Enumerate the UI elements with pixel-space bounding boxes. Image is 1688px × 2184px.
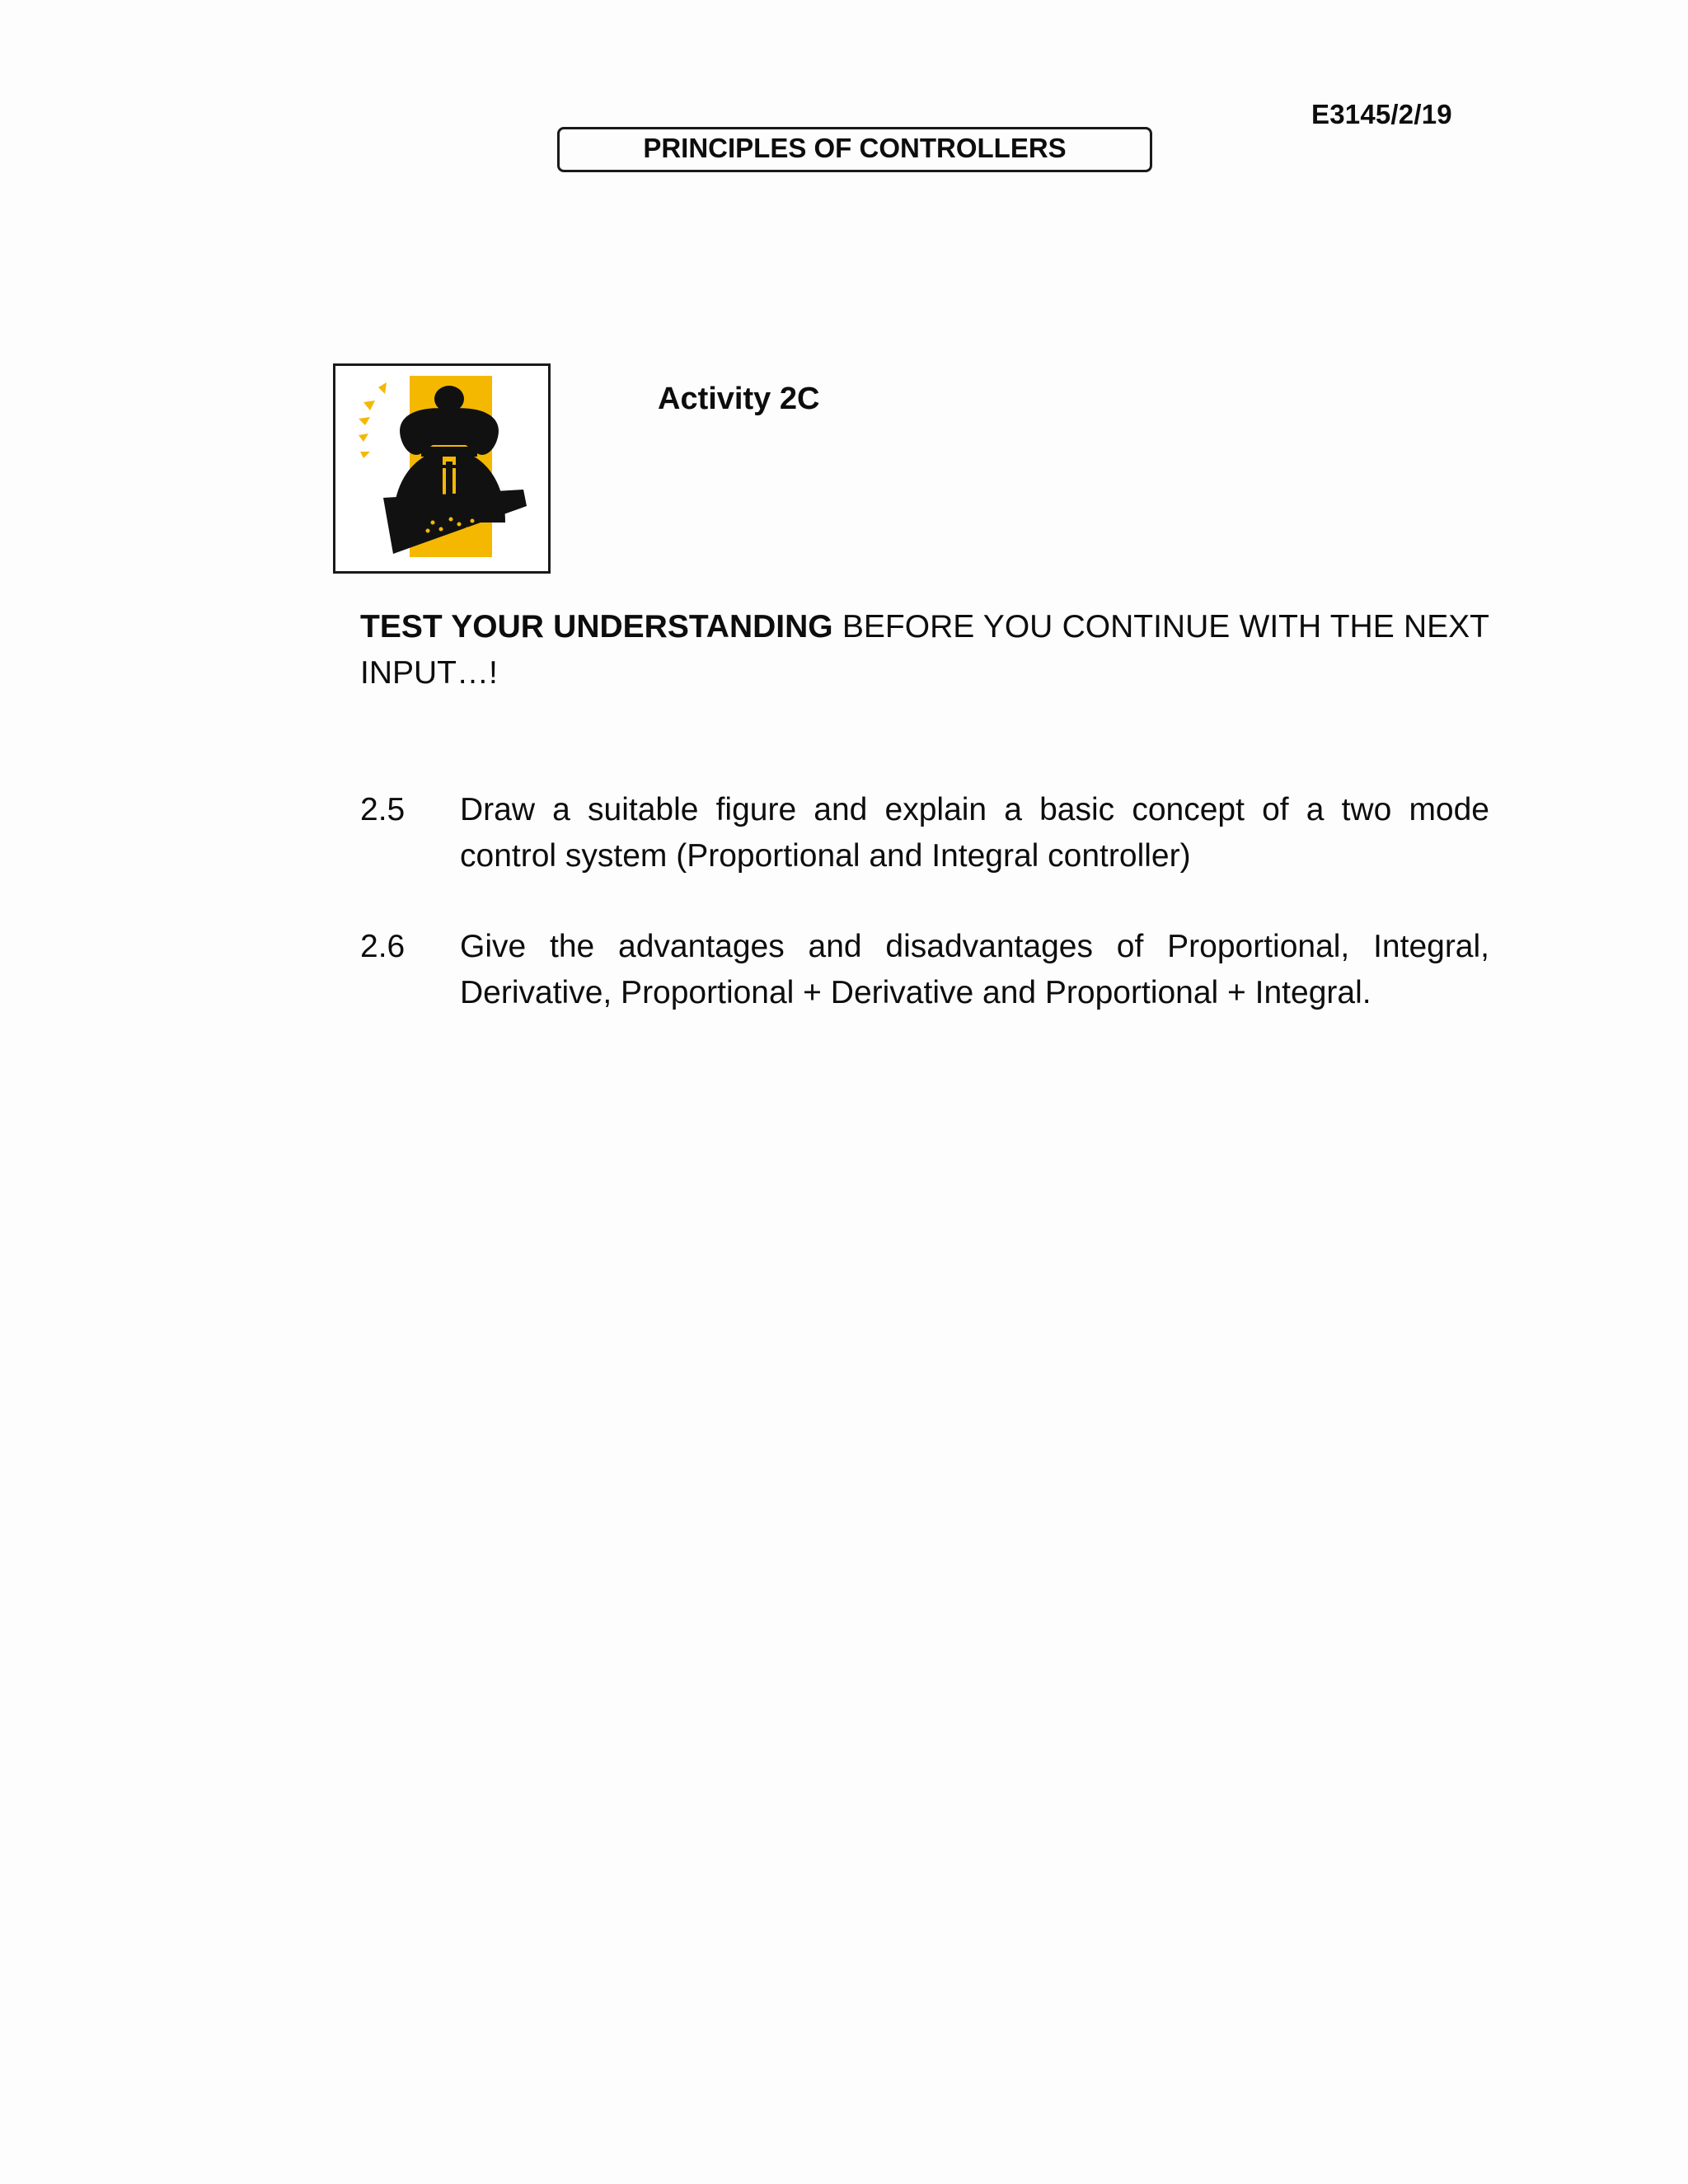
question-text: Give the advantages and disadvantages of Proportional, Integral, Derivative, Proportional + Derivative and Proportional + Integral. (460, 929, 1489, 1010)
document-code: E3145/2/19 (1311, 99, 1452, 129)
module-title-box (557, 127, 1152, 172)
question-number: 2.5 (360, 792, 406, 827)
intro-paragraph (360, 604, 1489, 696)
activity-icon-frame (333, 363, 551, 574)
question-item (360, 924, 1489, 1016)
intro-rest: BEFORE YOU CONTINUE WITH THE NEXT INPUT…! (360, 609, 1489, 691)
question-text: Draw a suitable figure and explain a basic concept of a two mode control system (Proportional and Integral controller) (460, 792, 1489, 874)
module-title: PRINCIPLES OF CONTROLLERS (643, 133, 1067, 163)
activity-title: Activity 2C (658, 382, 820, 416)
question-number: 2.6 (360, 929, 406, 964)
intro-bold: TEST YOUR UNDERSTANDING (360, 609, 833, 644)
question-item (360, 787, 1489, 879)
jackhammer-worker-icon (335, 366, 548, 571)
